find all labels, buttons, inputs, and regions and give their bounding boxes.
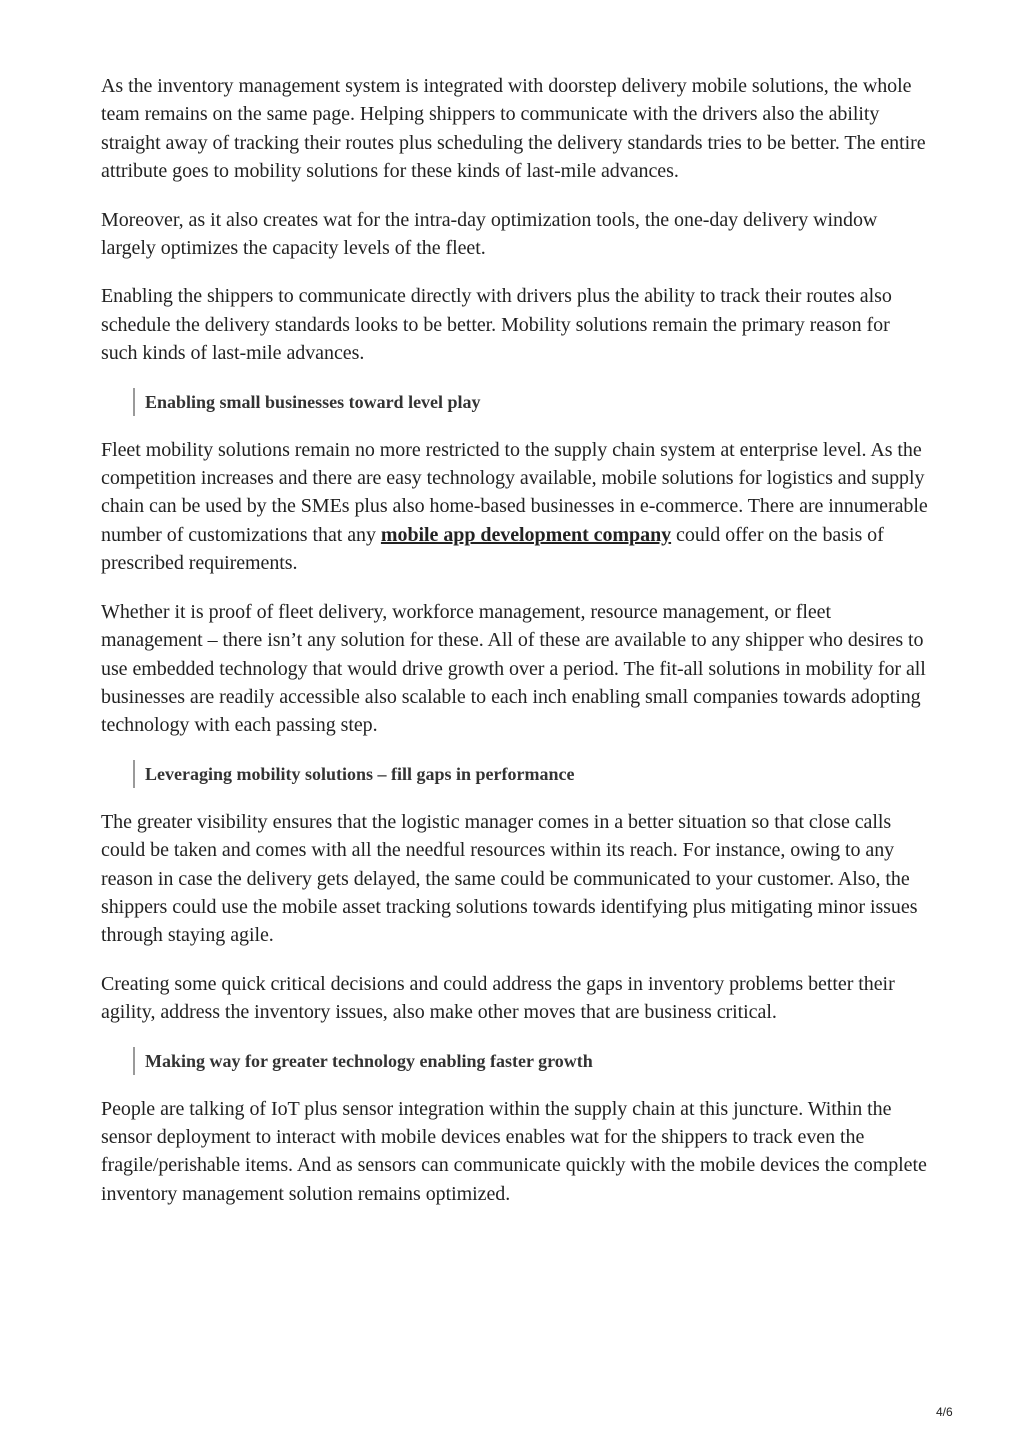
paragraph-inventory-integration: As the inventory management system is integrated with doorstep delivery mobile solutions, the whole team remains on the same page. Helping shippers to communicate with the drivers also the ability straight away of tracking their routes plus scheduling the delivery standards tries to be better. The entire attribute goes to mobility solutions for these kinds of last-mile advances.	[101, 75, 926, 183]
paragraph-proof-of-delivery: Whether it is proof of fleet delivery, workforce management, resource management, or fleet management – there isn’t any solution for these. All of these are available to any shipper who desires to use embedded technology that would drive growth over a period. The fit-all solutions in mobility for all businesses are readily accessible also scalable to each inch enabling small companies towards adopting technology with each passing step.	[101, 600, 926, 737]
heading-leveraging-mobility: Leveraging mobility solutions – fill gaps in performance	[133, 760, 931, 788]
paragraph-fleet-mobility-text: Fleet mobility solutions remain no more restricted to the supply chain system at enterprise level. As the competition increases and there are easy technology available, mobile solutions for logistics and supply chain can be used by the SMEs plus also home-based businesses in e-commerce. There are innumerable number of customizations that any	[101, 438, 928, 546]
paragraph-iot-sensors: People are talking of IoT plus sensor integration within the supply chain at this juncture. Within the sensor deployment to interact with mobile devices enables wat for the shippers to track even the fragile/perishable items. And as sensors can communicate quickly with the mobile devices the complete inventory management solution remains optimized.	[101, 1097, 927, 1205]
heading-small-businesses: Enabling small businesses toward level play	[133, 388, 931, 416]
paragraph-intra-day-optimization: Moreover, as it also creates wat for the intra-day optimization tools, the one-day delivery window largely optimizes the capacity levels of the fleet.	[101, 208, 878, 260]
page-number: 4/6	[936, 1405, 953, 1419]
mobile-app-development-link[interactable]: mobile app development company	[380, 523, 672, 546]
paragraph-fleet-mobility	[101, 436, 931, 578]
paragraph-critical-decisions: Creating some quick critical decisions and could address the gaps in inventory problems better their agility, address the inventory issues, also make other moves that are business critical.	[101, 972, 895, 1024]
heading-greater-technology: Making way for greater technology enabling faster growth	[133, 1047, 931, 1075]
paragraph-shipper-communication: Enabling the shippers to communicate directly with drivers plus the ability to track their routes also schedule the delivery standards looks to be better. Mobility solutions remain the primary reason for such kinds of last-mile advances.	[101, 285, 892, 365]
document-page	[101, 72, 931, 1228]
paragraph-fleet-mobility-tail: could offer on the basis of prescribed requirements.	[101, 523, 884, 575]
paragraph-greater-visibility: The greater visibility ensures that the logistic manager comes in a better situation so that close calls could be taken and comes with all the needful resources within its reach. For instance, owing to any reason in case the delivery gets delayed, the same could be communicated to your customer. Also, the shippers could use the mobile asset tracking solutions towards identifying plus mitigating minor issues through staying agile.	[101, 810, 918, 947]
